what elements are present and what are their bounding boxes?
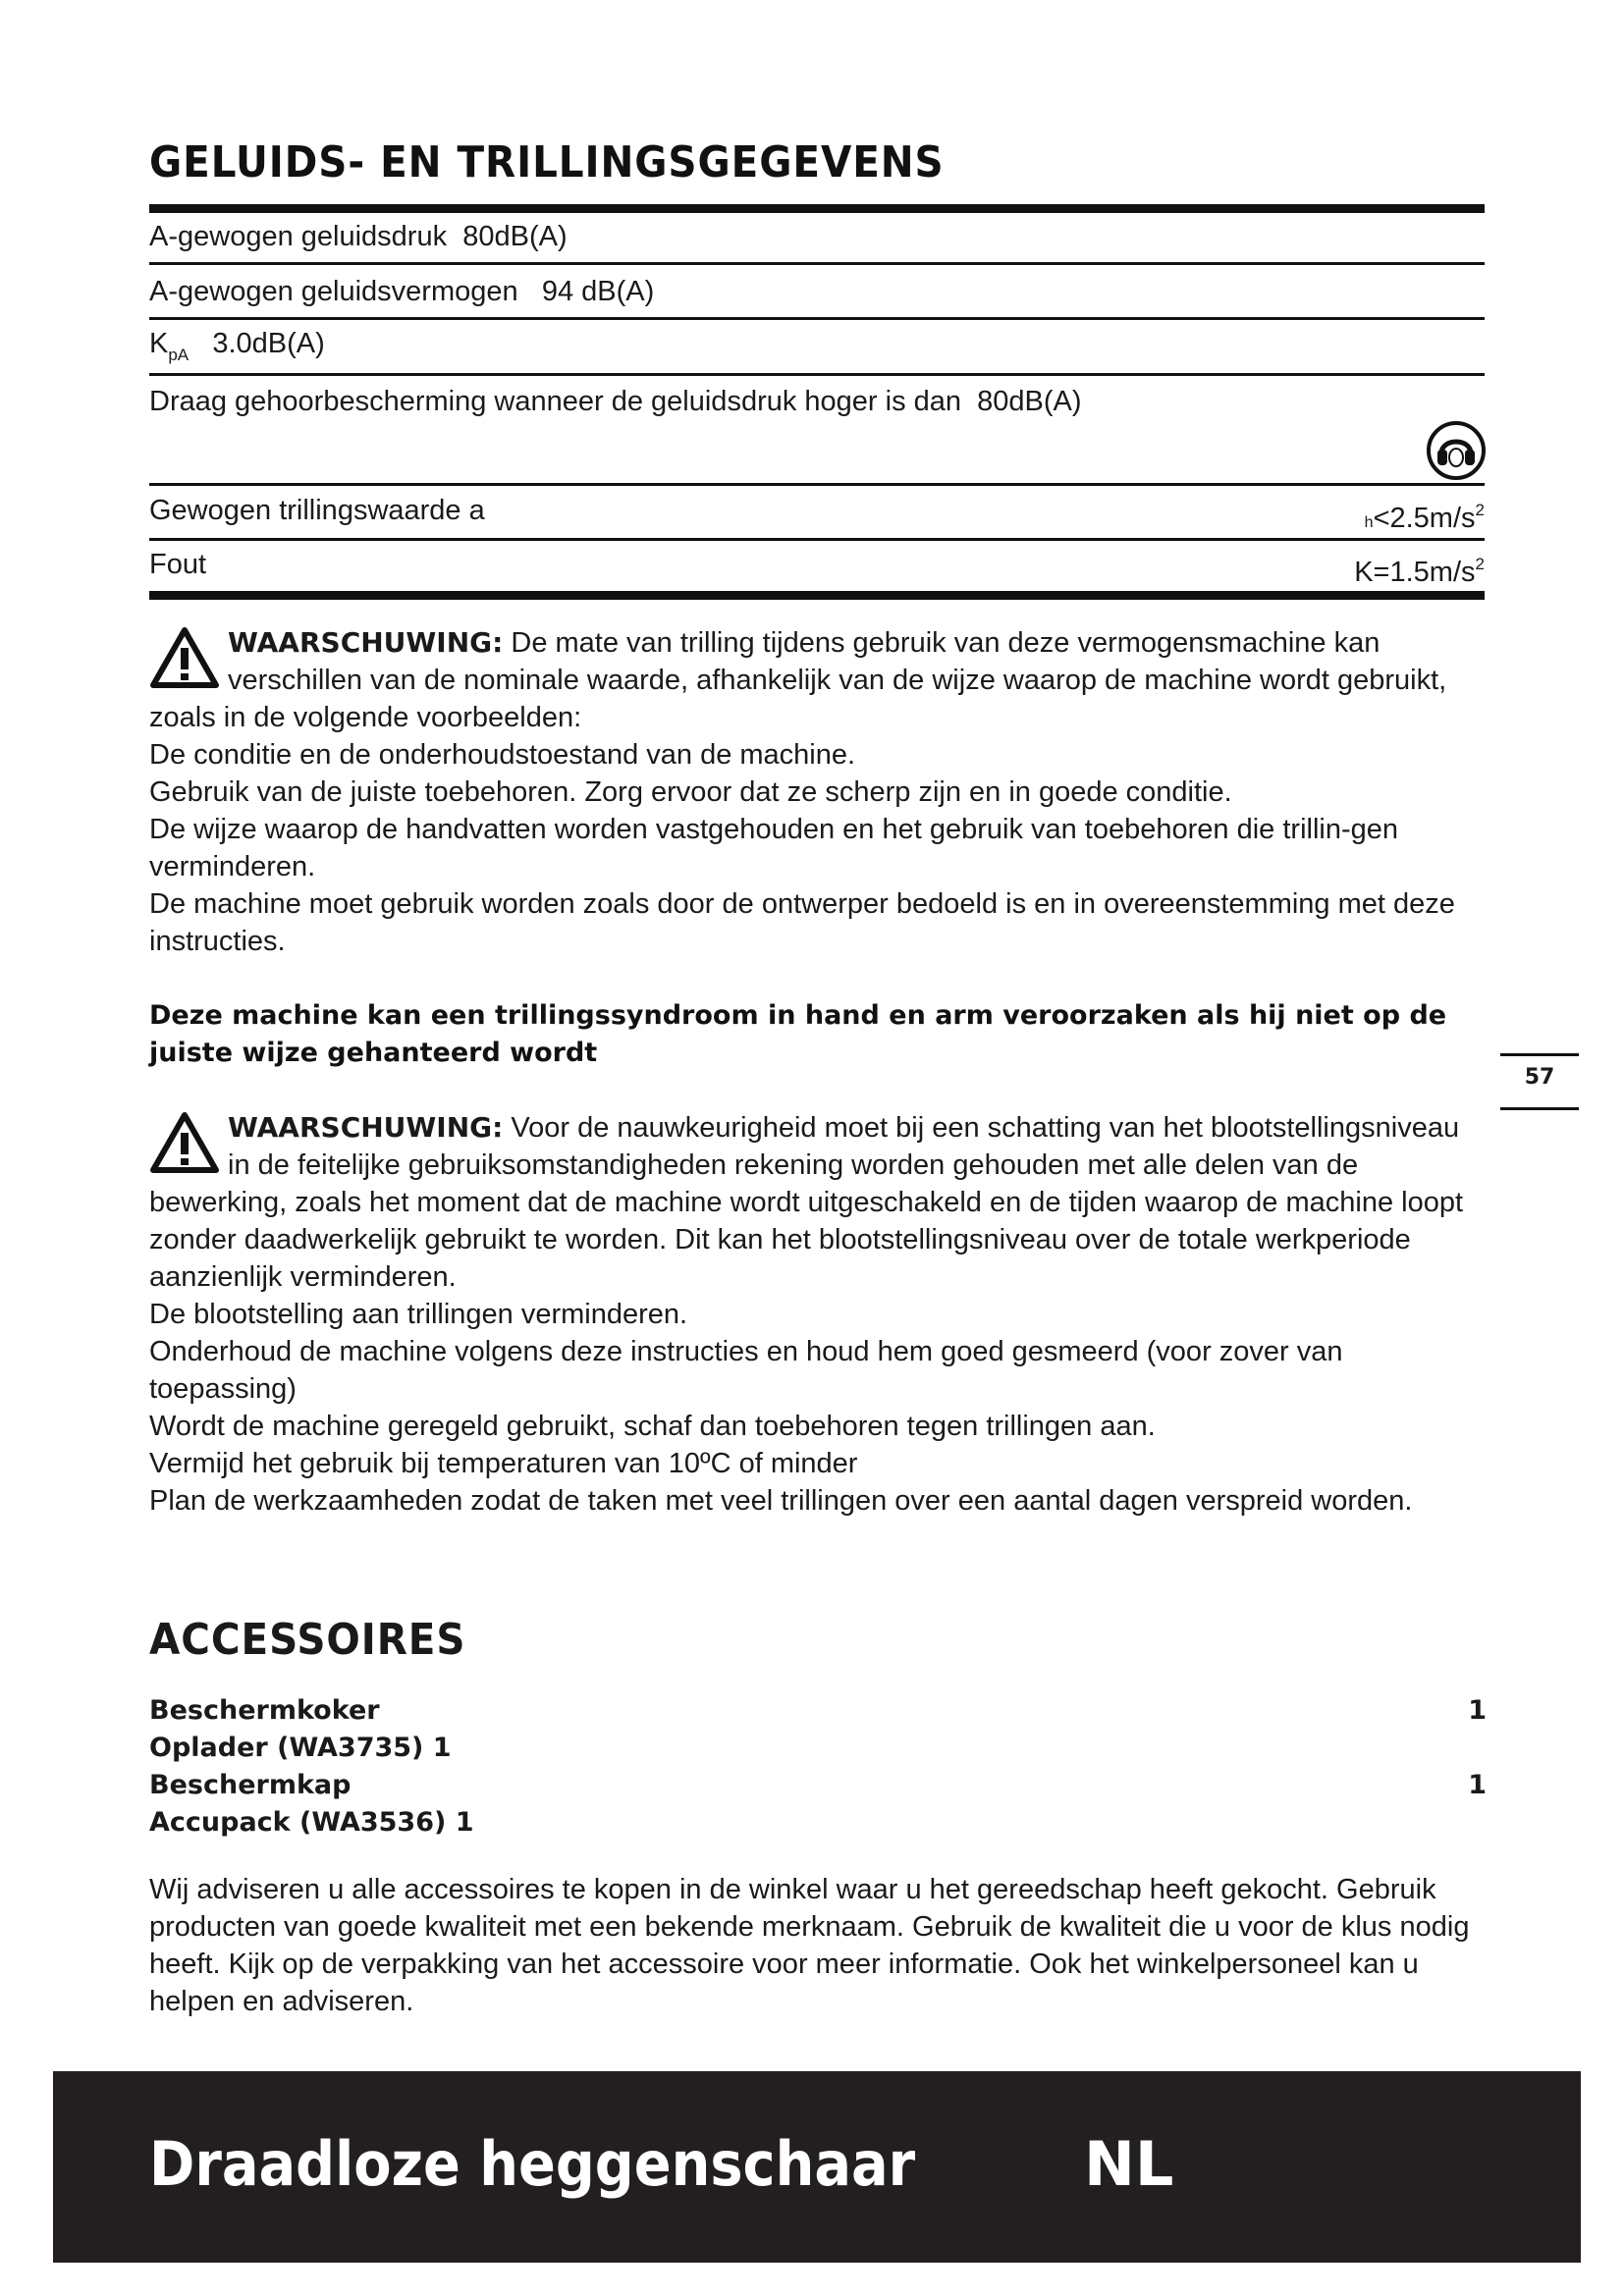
warning-title: WAARSCHUWING:	[228, 1111, 504, 1144]
warning-text: De mate van trilling tijdens gebruik van deze vermogensmachine kan verschillen van de nominale waarde, afhankelijk van de wijze waarop de machine wordt gebruikt, zoals in de volgende voorbeelden:	[149, 627, 1447, 733]
ear-protection-icon	[1426, 420, 1487, 481]
divider	[149, 538, 1485, 541]
vibration-value	[1365, 494, 1485, 540]
divider-bottom	[149, 591, 1485, 600]
spec-label: K	[149, 328, 169, 359]
section-title-noise: GELUIDS- EN TRILLINGSGEGEVENS	[149, 137, 945, 187]
spec-label: Draag gehoorbescherming wanneer de geluidsdruk hoger is dan	[149, 386, 962, 417]
spec-value: 3.0dB(A)	[212, 328, 325, 359]
footer-banner	[53, 2071, 1581, 2263]
vibration-value-text: <2.5m/s	[1373, 503, 1476, 534]
vibration-label: Gewogen trillingswaarde a	[149, 495, 485, 526]
warning-title: WAARSCHUWING:	[228, 626, 504, 659]
section-title-accessories: ACCESSOIRES	[149, 1615, 466, 1665]
vibration-value-sub: h	[1364, 514, 1374, 531]
spec-label-sub: pA	[168, 346, 189, 364]
spec-label: A-gewogen geluidsvermogen	[149, 276, 518, 307]
accessory-qty: 1	[1468, 1695, 1487, 1726]
warning-line: Vermijd het gebruik bij temperaturen van 10ºC of minder	[149, 1448, 858, 1479]
warning-block-1	[149, 624, 1487, 960]
accessory-name: Beschermkoker	[149, 1695, 380, 1726]
spec-row-hearing-protection	[149, 385, 1082, 418]
divider	[149, 317, 1485, 320]
warning-line: De blootstelling aan trillingen verminderen.	[149, 1299, 688, 1330]
accessory-name: Beschermkap	[149, 1770, 352, 1800]
warning-line: Onderhoud de machine volgens deze instructies en houd hem goed gesmeerd (voor zover van toepassing)	[149, 1336, 1343, 1405]
warning-line: Gebruik van de juiste toebehoren. Zorg ervoor dat ze scherp zijn en in goede conditie.	[149, 776, 1232, 808]
accessory-item	[149, 1767, 1487, 1804]
divider	[149, 483, 1485, 486]
footer-language-code: NL	[1084, 2128, 1174, 2200]
warning-text: Voor de nauwkeurigheid moet bij een schatting van het blootstellingsniveau in de feitelijke gebruiksomstandigheden rekening worden gehouden met alle delen van de bewerking, zoals het moment dat de machine wordt uitgeschakeld en de tijden waarop de machine loopt zonder daadwerkelijk gebruikt te worden. Dit kan het blootstellingsniveau over de totale werkperiode aanzienlijk verminderen.	[149, 1112, 1464, 1293]
page-number: 57	[1524, 1065, 1555, 1090]
warning-line: Plan de werkzaamheden zodat de taken met veel trillingen over een aantal dagen verspreid worden.	[149, 1485, 1413, 1517]
vibration-value-sup: 2	[1475, 501, 1485, 519]
accessory-name: Accupack (WA3536) 1	[149, 1807, 474, 1838]
accessories-advice: Wij adviseren u alle accessoires te kopen in de winkel waar u het gereedschap heeft gekocht. Gebruik producten van goede kwaliteit met een bekende merknaam. Gebruik de kwaliteit die u voor de klus nodig heeft. Kijk op de verpakking van het accessoire voor meer informatie. Ook het winkelpersoneel kan u helpen en adviseren.	[149, 1874, 1470, 2017]
warning-line: Wordt de machine geregeld gebruikt, schaf dan toebehoren tegen trillingen aan.	[149, 1411, 1156, 1442]
accessory-qty: 1	[1468, 1770, 1487, 1800]
warning-line: De conditie en de onderhoudstoestand van de machine.	[149, 739, 856, 771]
spec-row-uncertainty	[149, 327, 325, 372]
vibration-syndrome-notice: Deze machine kan een trillingssyndroom in hand en arm veroorzaken als hij niet op de juiste wijze gehanteerd wordt	[149, 1000, 1447, 1068]
spec-label: A-gewogen geluidsdruk	[149, 221, 448, 252]
page-number-rule-top	[1500, 1053, 1579, 1056]
warning-line: De wijze waarop de handvatten worden vastgehouden en het gebruik van toebehoren die trillin-gen verminderen.	[149, 814, 1399, 882]
divider-top	[149, 204, 1485, 213]
accessory-item	[149, 1730, 1487, 1767]
error-value-sup: 2	[1475, 555, 1485, 573]
spec-value: 80dB(A)	[462, 221, 568, 252]
page-number-rule-bottom	[1500, 1107, 1579, 1110]
accessory-item	[149, 1804, 1487, 1842]
error-label: Fout	[149, 549, 207, 580]
accessory-name: Oplader (WA3735) 1	[149, 1733, 452, 1763]
spec-row-sound-power	[149, 275, 654, 308]
footer-product-title: Draadloze heggenschaar	[149, 2128, 916, 2200]
divider	[149, 262, 1485, 265]
warning-line: De machine moet gebruik worden zoals door de ontwerper bedoeld is en in overeenstemming met deze instructies.	[149, 888, 1455, 957]
spec-row-sound-pressure	[149, 220, 568, 253]
spec-value: 94 dB(A)	[541, 276, 655, 307]
warning-block-2	[149, 1109, 1487, 1520]
accessory-item	[149, 1692, 1487, 1730]
error-value-text: K=1.5m/s	[1354, 557, 1476, 588]
error-value	[1354, 548, 1485, 589]
warning-triangle-icon	[149, 1111, 220, 1176]
spec-value: 80dB(A)	[977, 386, 1082, 417]
warning-triangle-icon	[149, 626, 220, 691]
divider	[149, 373, 1485, 376]
